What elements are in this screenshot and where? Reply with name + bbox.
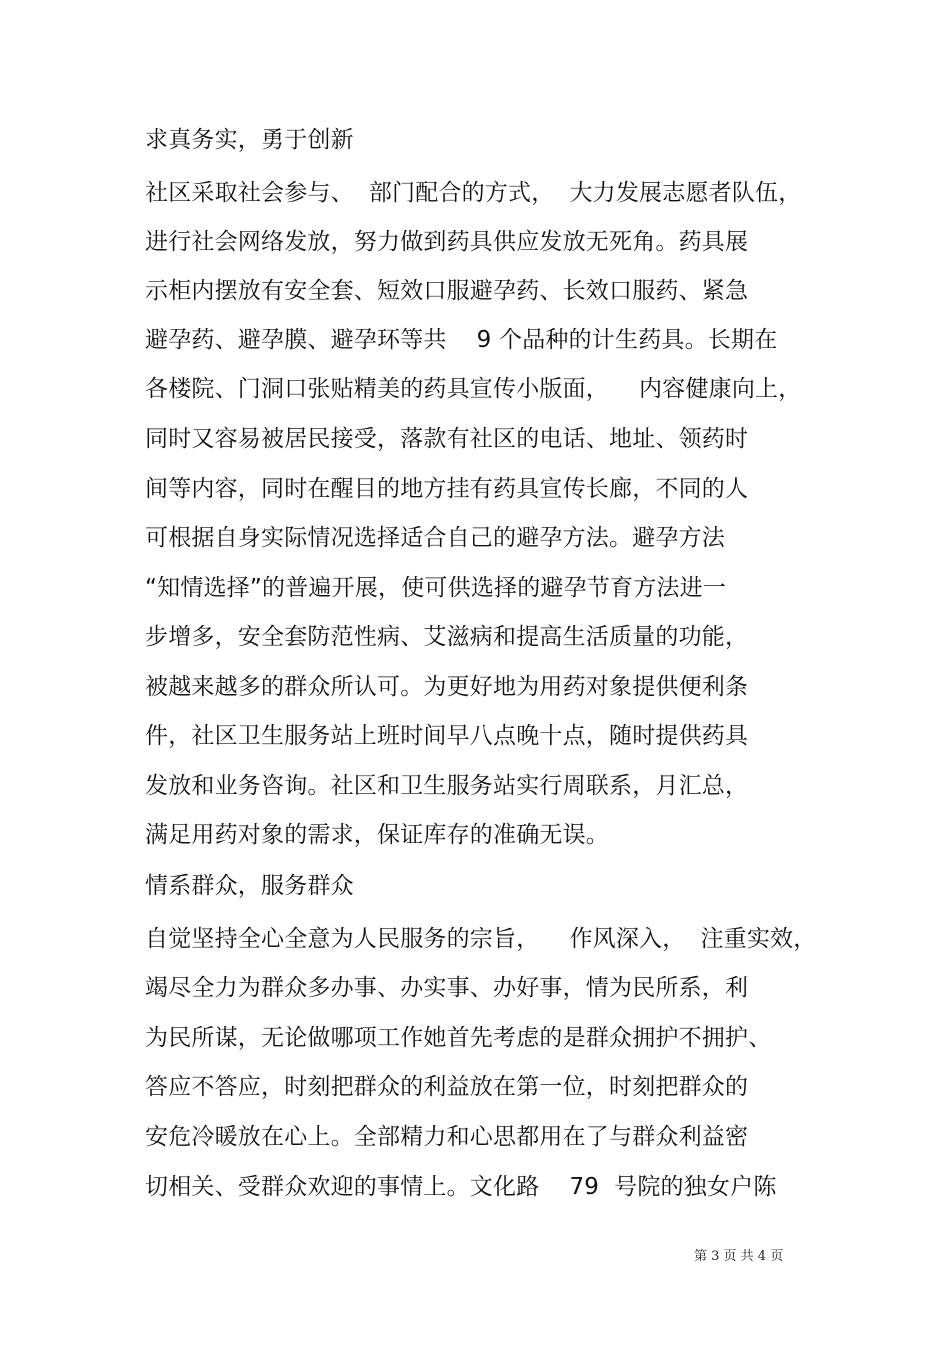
paragraph-line: 被越来越多的群众所认可。为更好地为用药对象提供便利条 (145, 674, 749, 700)
paragraph-line: 竭尽全力为群众多办事、办实事、办好事，情为民所系，利 (145, 975, 749, 1001)
paragraph-line: 自觉坚持全心全意为人民服务的宗旨， 作风深入， 注重实效， (145, 926, 817, 952)
paragraph-line: 进行社会网络发放，努力做到药具供应发放无死角。药具展 (145, 229, 749, 255)
paragraph-line: 发放和业务咨询。社区和卫生服务站实行周联系，月汇总， (145, 773, 749, 799)
paragraph-line: 步增多，安全套防范性病、艾滋病和提高生活质量的功能， (145, 624, 749, 650)
paragraph-line: 为民所谋，无论做哪项工作她首先考虑的是群众拥护不拥护、 (145, 1025, 772, 1051)
paragraph-line: 避孕药、避孕膜、避孕环等共 9 个品种的计生药具。长期在 (145, 327, 778, 353)
heading-serve-masses: 情系群众，服务群众 (145, 873, 354, 899)
paragraph-line: 示柜内摆放有安全套、短效口服避孕药、长效口服药、紧急 (145, 278, 749, 304)
paragraph-line: 满足用药对象的需求，保证库存的准确无误。 (145, 822, 609, 848)
paragraph-line: 同时又容易被居民接受，落款有社区的电话、地址、领药时 (145, 426, 749, 452)
paragraph-line: 答应不答应，时刻把群众的利益放在第一位，时刻把群众的 (145, 1074, 749, 1100)
paragraph-line: 可根据自身实际情况选择适合自己的避孕方法。避孕方法 (145, 525, 725, 551)
paragraph-line: 间等内容，同时在醒目的地方挂有药具宣传长廊，不同的人 (145, 476, 749, 502)
heading-seek-truth: 求真务实，勇于创新 (145, 127, 354, 153)
paragraph-line: 各楼院、门洞口张贴精美的药具宣传小版面， 内容健康向上， (145, 376, 802, 402)
paragraph-line: 安危冷暖放在心上。全部精力和心思都用在了与群众利益密 (145, 1124, 749, 1150)
paragraph-line: 切相关、受群众欢迎的事情上。文化路 79 号院的独女户陈 (145, 1174, 777, 1200)
paragraph-line: 社区采取社会参与、 部门配合的方式， 大力发展志愿者队伍， (145, 180, 802, 206)
page-number-footer: 第 3 页 共 4 页 (694, 1249, 784, 1264)
paragraph-line: “知情选择”的普遍开展，使可供选择的避孕节育方法进一 (145, 575, 727, 601)
paragraph-line: 件，社区卫生服务站上班时间早八点晚十点，随时提供药具 (145, 723, 749, 749)
